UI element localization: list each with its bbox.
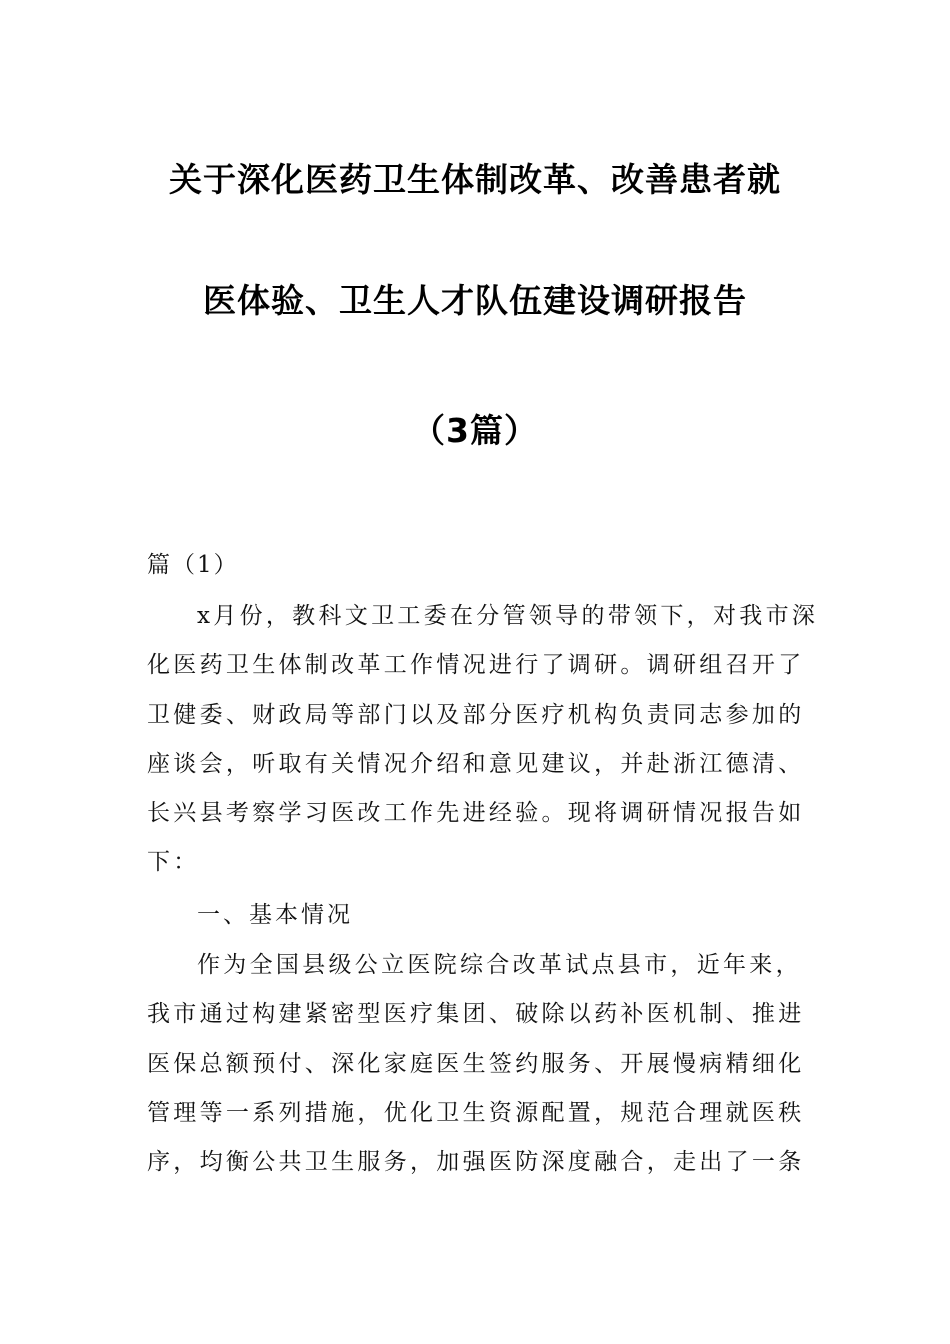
paragraph-line: 卫健委、财政局等部门以及部分医疗机构负责同志参加的	[147, 701, 805, 728]
paragraph-line: 作为全国县级公立医院综合改革试点县市，近年来，	[197, 952, 802, 978]
paragraph-line: 座谈会，听取有关情况介绍和意见建议，并赴浙江德清、	[147, 750, 805, 777]
paragraph-line: 化医药卫生体制改革工作情况进行了调研。调研组召开了	[147, 652, 805, 679]
section-label: 篇（1）	[147, 552, 239, 578]
section-heading-basic-situation: 一、基本情况	[197, 902, 353, 928]
document-title-line-1: 关于深化医药卫生体制改革、改善患者就	[169, 160, 781, 199]
paragraph-line: 我市通过构建紧密型医疗集团、破除以药补医机制、推进	[147, 1001, 805, 1028]
paragraph-line: 医保总额预付、深化家庭医生签约服务、开展慢病精细化	[147, 1050, 805, 1077]
document-title-line-2: 医体验、卫生人才队伍建设调研报告	[203, 281, 747, 320]
paragraph-line: x月份，教科文卫工委在分管领导的带领下，对我市深	[197, 603, 819, 629]
paragraph-line: 管理等一系列措施，优化卫生资源配置，规范合理就医秩	[147, 1099, 805, 1126]
paragraph-line: 下：	[147, 849, 200, 876]
paragraph-basic-situation	[147, 941, 807, 1187]
paragraph-line: 序，均衡公共卫生服务，加强医防深度融合，走出了一条	[147, 1149, 805, 1176]
paragraph-line: 长兴县考察学习医改工作先进经验。现将调研情况报告如	[147, 800, 805, 827]
document-title-count: （3篇）	[412, 411, 538, 450]
paragraph-intro	[147, 592, 819, 888]
